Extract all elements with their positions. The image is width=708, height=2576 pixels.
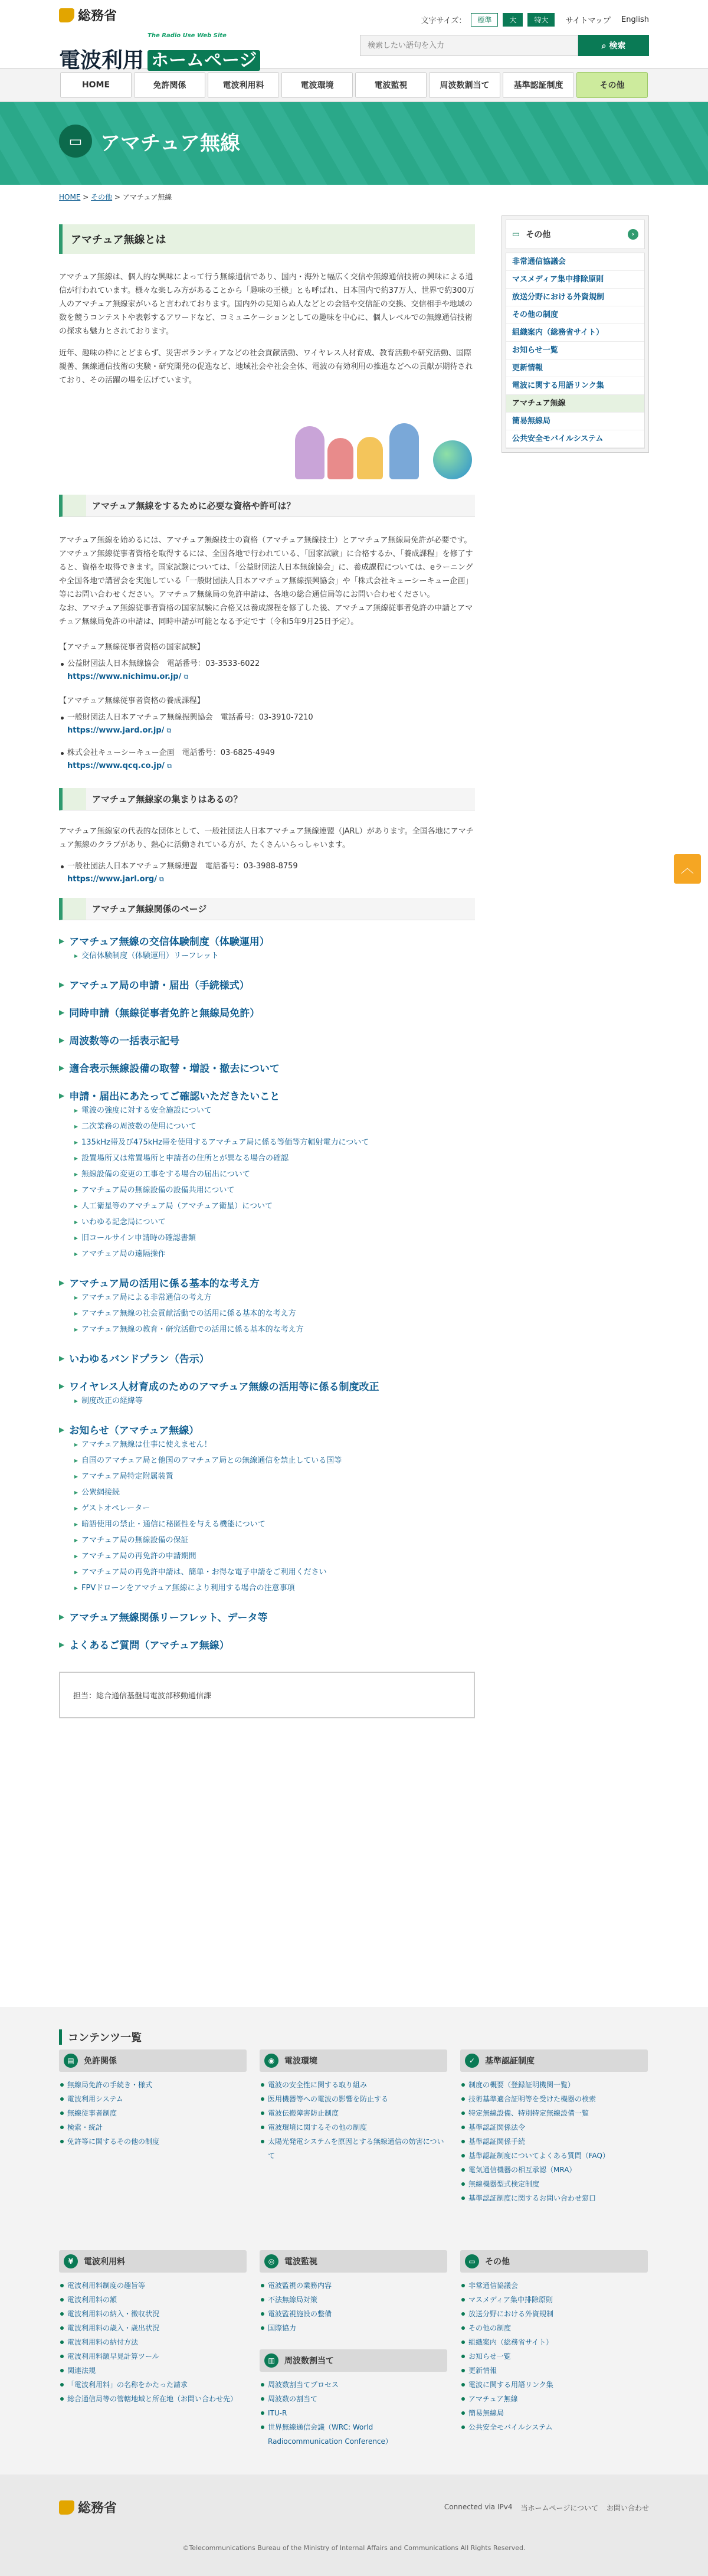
related-sub-link[interactable] xyxy=(74,948,475,964)
contents-group xyxy=(59,2049,247,2149)
contents-link[interactable]: 制度の概要（登録証明機関一覧） xyxy=(460,2078,648,2092)
arrow-right-icon: ▸ xyxy=(74,1472,78,1480)
contents-link[interactable]: 公共安全モバイルシステム xyxy=(460,2420,648,2434)
chevron-up-icon: ︿ xyxy=(680,861,694,876)
arrow-right-icon: ▸ xyxy=(74,1309,78,1318)
side-menu-list xyxy=(506,253,645,449)
search-input[interactable] xyxy=(360,35,578,56)
related-sub-link[interactable] xyxy=(74,1437,475,1453)
arrow-right-icon: ▶ xyxy=(59,1640,65,1649)
contents-group-header[interactable] xyxy=(260,2250,447,2273)
contents-link[interactable]: 不法無線局対策 xyxy=(260,2293,447,2307)
related-sub-link[interactable] xyxy=(74,1198,475,1214)
arrow-right-icon: ▸ xyxy=(74,1504,78,1512)
related-sub-label: 交信体験制度（体験運用）リーフレット xyxy=(81,952,219,960)
font-size-label: 文字サイズ： xyxy=(421,17,467,25)
contents-group-header[interactable] xyxy=(59,2049,247,2072)
training-url-link[interactable]: https://www.jard.or.jp/ xyxy=(67,726,165,735)
contents-link[interactable]: 電波監視の業務内容 xyxy=(260,2278,447,2293)
arrow-right-icon: ▶ xyxy=(59,1035,65,1044)
training-org: 株式会社キューシーキュー企画 電話番号：03-6825-4949 https://www.qcq.co.jp/ ⧉ xyxy=(59,747,475,773)
related-sub-label: アマチュア局特定附属装置 xyxy=(81,1472,173,1481)
contents-link[interactable]: 電波に関する用語リンク集 xyxy=(460,2378,648,2392)
category-icon: ◉ xyxy=(264,2054,278,2068)
contents-link[interactable]: 関連法規 xyxy=(59,2363,247,2378)
contents-group xyxy=(260,2349,447,2448)
contents-group-title: 基準認証制度 xyxy=(485,2057,535,2066)
contents-link[interactable]: 電波の安全性に関する取り組み xyxy=(260,2078,447,2092)
breadcrumb: HOME > その他 > アマチュア無線 xyxy=(59,193,172,201)
contents-link[interactable]: 医用機器等への電波の影響を防止する xyxy=(260,2092,447,2106)
nav-fee[interactable]: 電波利用料 xyxy=(208,72,279,98)
contents-group xyxy=(460,2250,648,2434)
site-name: 電波利用 xyxy=(59,48,145,73)
related-sub-label: 公衆網接続 xyxy=(81,1488,120,1497)
contents-group xyxy=(460,2049,648,2205)
related-group-link[interactable] xyxy=(59,1609,475,1624)
arrow-right-icon: ▶ xyxy=(59,1091,65,1100)
contact-link[interactable]: お問い合わせ xyxy=(606,2504,649,2512)
external-link-icon: ⧉ xyxy=(167,762,172,770)
category-icon: ▥ xyxy=(264,2353,278,2368)
arrow-right-icon: ▸ xyxy=(74,1170,78,1178)
arrow-right-icon: ▸ xyxy=(74,1440,78,1449)
related-sub-link[interactable] xyxy=(74,1290,475,1306)
contents-link[interactable]: 非常通信協議会 xyxy=(460,2278,648,2293)
contents-link[interactable]: 基準認証関係法令 xyxy=(460,2120,648,2134)
related-group-link[interactable] xyxy=(59,977,475,992)
ministry-name: 総務省 xyxy=(78,9,117,24)
contents-group-title: 電波監視 xyxy=(284,2257,317,2267)
related-sub-link[interactable] xyxy=(74,1135,475,1150)
category-icon: ¥ xyxy=(64,2254,78,2268)
contents-group xyxy=(260,2250,447,2335)
related-sub-link[interactable] xyxy=(74,1322,475,1338)
arrow-right-icon: ▸ xyxy=(74,1520,78,1528)
page-title: アマチュア無線 xyxy=(100,131,240,155)
related-sub-link[interactable] xyxy=(74,1485,475,1501)
related-group-link[interactable] xyxy=(59,1275,475,1290)
related-sub-label: 自国のアマチュア局と他国のアマチュア局との無線通信を禁止している国等 xyxy=(81,1456,342,1465)
external-link-icon: ⧉ xyxy=(166,727,172,734)
arrow-right-icon: ▶ xyxy=(59,1425,65,1434)
arrow-right-icon: ▶ xyxy=(59,1063,65,1072)
contents-link[interactable]: 世界無線通信会議（WRC: World Radiocommunication Conference） xyxy=(260,2420,447,2448)
contents-group-header[interactable] xyxy=(260,2349,447,2372)
contents-link[interactable]: 免許等に関するその他の制度 xyxy=(59,2134,247,2149)
related-group-link[interactable] xyxy=(59,1637,475,1652)
arrow-right-icon: ▸ xyxy=(74,1218,78,1226)
related-sub-link[interactable] xyxy=(74,1103,475,1119)
arrow-right-icon: ▸ xyxy=(74,1584,78,1592)
contents-group xyxy=(260,2049,447,2163)
related-sub-link[interactable] xyxy=(74,1453,475,1469)
contents-link[interactable]: 電波利用料の納入・徴収状況 xyxy=(59,2307,247,2321)
contents-link[interactable]: 検索・統計 xyxy=(59,2120,247,2134)
contents-link[interactable]: 周波数の割当て xyxy=(260,2392,447,2406)
related-group-label: 申請・届出にあたってご確認いただきたいこと xyxy=(69,1091,280,1103)
related-group-link[interactable] xyxy=(59,933,475,948)
related-group-label: お知らせ（アマチュア無線） xyxy=(69,1425,199,1437)
contents-link[interactable]: 「電波利用料」の名称をかたった請求 xyxy=(59,2378,247,2392)
related-group-link[interactable] xyxy=(59,1032,475,1047)
side-menu-item[interactable]: 更新情報 xyxy=(506,359,644,377)
arrow-right-icon: ▸ xyxy=(74,1536,78,1544)
font-size-xlarge-button[interactable]: 特大 xyxy=(527,13,555,27)
ipv4-status: Connected via IPv4 xyxy=(444,2503,513,2511)
contents-group-header[interactable] xyxy=(460,2049,648,2072)
contents-group-header[interactable] xyxy=(460,2250,648,2273)
contact-box: 担当：総合通信基盤局電波部移動通信課 xyxy=(59,1672,475,1718)
globe-icon xyxy=(433,440,472,479)
related-sub-link[interactable] xyxy=(74,1393,475,1409)
site-header xyxy=(0,0,708,73)
contents-link[interactable]: 基準認証制度についてよくある質問（FAQ） xyxy=(460,2149,648,2163)
related-group-link[interactable] xyxy=(59,1060,475,1075)
related-sub-label: アマチュア無線の教育・研究活動での活用に係る基本的な考え方 xyxy=(81,1325,304,1334)
side-menu-item[interactable]: マスメディア集中排除原則 xyxy=(506,271,644,289)
arrow-right-icon: ▸ xyxy=(74,1154,78,1162)
related-sub-link[interactable] xyxy=(74,1150,475,1166)
folder-icon: ▭ xyxy=(512,230,520,239)
contents-link[interactable]: 無線機器型式検定制度 xyxy=(460,2177,648,2191)
arrow-right-icon: ▶ xyxy=(59,1278,65,1287)
related-sub-link[interactable] xyxy=(74,1230,475,1246)
side-menu-item[interactable]: 電波に関する用語リンク集 xyxy=(506,377,644,395)
ministry-logo-icon xyxy=(59,8,74,22)
arrow-right-icon: ▶ xyxy=(59,1612,65,1621)
related-sub-link[interactable] xyxy=(74,1516,475,1532)
contents-link[interactable]: ITU-R xyxy=(260,2406,447,2420)
amateur-radio-illustration xyxy=(59,397,475,485)
contents-link[interactable]: アマチュア無線 xyxy=(460,2392,648,2406)
related-sub-label: アマチュア局の再免許申請は、簡単・お得な電子申請をご利用ください xyxy=(81,1568,327,1577)
related-sub-label: 設置場所又は常置場所と申請者の住所とが異なる場合の確認 xyxy=(81,1154,289,1163)
exam-url-link[interactable]: https://www.nichimu.or.jp/ xyxy=(67,672,182,681)
contents-link[interactable]: その他の制度 xyxy=(460,2321,648,2335)
contents-link[interactable]: 無線従事者制度 xyxy=(59,2106,247,2120)
related-group-label: アマチュア局の申請・届出（手続様式） xyxy=(69,980,250,992)
search-icon: ⌕ xyxy=(601,41,609,51)
related-sub-label: 二次業務の周波数の使用について xyxy=(81,1122,196,1131)
contents-link[interactable]: 周波数割当てプロセス xyxy=(260,2378,447,2392)
qual-paragraph-3: なお、アマチュア無線従事者資格の国家試験に合格又は養成課程を修了した後、アマチュア無線従事者免許の申請とアマチュア無線局免許の申請は、同時申請が可能となる予定です（令和5年9月25日予定）。 xyxy=(59,604,473,626)
arrow-right-icon: ▸ xyxy=(74,1202,78,1210)
meeting-paragraph: アマチュア無線家の代表的な団体として、一般社団法人日本アマチュア無線連盟（JARL）があります。全国各地にアマチュア無線のクラブがあり、熱心に活動されている方が、たくさんいらっしゃいます。 xyxy=(59,827,474,849)
nav-environment[interactable]: 電波環境 xyxy=(281,72,353,98)
related-sub-label: 無線設備の変更の工事をする場合の届出について xyxy=(81,1170,250,1179)
category-icon: ▤ xyxy=(64,2054,78,2068)
side-menu-title: その他 xyxy=(526,230,551,240)
nav-monitoring[interactable]: 電波監視 xyxy=(355,72,427,98)
related-group-label: アマチュア無線関係リーフレット、データ等 xyxy=(69,1612,268,1624)
arrow-right-icon: ▸ xyxy=(74,1488,78,1496)
section-heading-related-pages: アマチュア無線関係のページ xyxy=(59,898,475,920)
contents-group xyxy=(59,2250,247,2406)
related-sub-link[interactable] xyxy=(74,1182,475,1198)
related-sub-label: ゲストオペレーター xyxy=(81,1504,150,1513)
related-group-link[interactable] xyxy=(59,1378,475,1393)
contents-link[interactable]: 技術基準適合証明等を受けた機器の検索 xyxy=(460,2092,648,2106)
contents-link[interactable]: 電波利用料の額 xyxy=(59,2293,247,2307)
training-org: 一般財団法人日本アマチュア無線振興協会 電話番号：03-3910-7210 https://www.jard.or.jp/ ⧉ xyxy=(59,711,475,737)
arrow-right-icon: ▸ xyxy=(74,1397,78,1405)
contents-group-header[interactable] xyxy=(59,2250,247,2273)
jarl-org: 一般社団法人日本アマチュア無線連盟 電話番号：03-3988-8759 https://www.jarl.org/ ⧉ xyxy=(59,860,475,886)
about-site-link[interactable]: 当ホームページについて xyxy=(520,2504,598,2512)
related-page-links xyxy=(59,933,475,1652)
related-sub-label: 制度改正の経緯等 xyxy=(81,1397,143,1405)
arrow-right-icon: ▶ xyxy=(59,1008,65,1016)
arrow-right-icon: ▸ xyxy=(74,1568,78,1576)
related-sub-label: アマチュア局による非常通信の考え方 xyxy=(81,1293,212,1302)
contents-group-title: 周波数割当て xyxy=(284,2356,334,2366)
site-footer xyxy=(0,2474,708,2576)
contents-link[interactable]: マスメディア集中排除原則 xyxy=(460,2293,648,2307)
contents-link[interactable]: 簡易無線局 xyxy=(460,2406,648,2420)
related-sub-link[interactable] xyxy=(74,1469,475,1485)
related-sub-label: 135kHz帯及び475kHz帯を使用するアマチュア局に係る等価等方輻射電力について xyxy=(81,1138,369,1147)
related-group-label: 適合表示無線設備の取替・増設・撤去について xyxy=(69,1063,280,1075)
contents-link[interactable]: 基準認証制度に関するお問い合わせ窓口 xyxy=(460,2191,648,2205)
contents-link[interactable]: 電波伝搬障害防止制度 xyxy=(260,2106,447,2120)
arrow-right-icon: ▸ xyxy=(74,1250,78,1258)
contents-group-title: 電波利用料 xyxy=(84,2257,125,2267)
external-link-icon: ⧉ xyxy=(159,875,164,883)
category-icon: ◎ xyxy=(264,2254,278,2268)
back-to-top-button[interactable] xyxy=(674,854,701,884)
arrow-right-icon: ▸ xyxy=(74,1138,78,1146)
related-sub-label: アマチュア局の無線設備の設備共用について xyxy=(81,1186,235,1195)
contents-link[interactable]: 更新情報 xyxy=(460,2363,648,2378)
side-menu xyxy=(502,215,649,453)
contents-link[interactable]: 無線局免許の手続き・様式 xyxy=(59,2078,247,2092)
arrow-right-icon: ▸ xyxy=(74,1456,78,1464)
category-icon: ✓ xyxy=(465,2054,479,2068)
related-sub-label: アマチュア無線は仕事に使えません！ xyxy=(81,1440,212,1449)
section-heading-about: アマチュア無線とは xyxy=(59,224,475,254)
related-sub-label: 電波の強度に対する安全施設について xyxy=(81,1106,212,1115)
contents-link[interactable]: 太陽光発電システムを原因とする無線通信の妨害について xyxy=(260,2134,447,2163)
related-sub-link[interactable] xyxy=(74,1580,475,1596)
person-figure xyxy=(295,426,324,479)
sitemap-link[interactable]: サイトマップ xyxy=(565,17,611,25)
related-sub-link[interactable] xyxy=(74,1214,475,1230)
arrow-right-icon: ▶ xyxy=(59,936,65,945)
side-menu-item[interactable]: お知らせ一覧 xyxy=(506,342,644,359)
person-figure xyxy=(357,437,383,479)
exam-heading: 【アマチュア無線従事者資格の国家試験】 xyxy=(59,643,205,652)
arrow-right-icon: ▸ xyxy=(74,1234,78,1242)
related-sub-label: アマチュア局の再免許の申請期間 xyxy=(81,1552,196,1561)
contents-link[interactable]: 電波利用システム xyxy=(59,2092,247,2106)
nav-license[interactable]: 免許関係 xyxy=(134,72,205,98)
arrow-right-icon: ▸ xyxy=(74,1186,78,1194)
site-name-hp: ホームページ xyxy=(148,50,260,71)
related-group-label: アマチュア局の活用に係る基本的な考え方 xyxy=(69,1278,260,1290)
related-sub-label: アマチュア無線の社会貢献活動での活用に係る基本的な考え方 xyxy=(81,1309,296,1318)
related-group-link[interactable] xyxy=(59,1005,475,1019)
arrow-right-icon: ▶ xyxy=(59,980,65,989)
related-sub-label: アマチュア局の遠隔操作 xyxy=(81,1250,166,1258)
related-group-link[interactable] xyxy=(59,1351,475,1365)
breadcrumb-other[interactable]: その他 xyxy=(91,193,113,201)
exam-org: 公益財団法人日本無線協会 電話番号：03-3533-6022 https://www.nichimu.or.jp/ ⧉ xyxy=(59,658,475,684)
external-link-icon: ⧉ xyxy=(183,673,189,681)
arrow-right-icon: ▸ xyxy=(74,1106,78,1114)
side-menu-item[interactable]: その他の制度 xyxy=(506,306,644,324)
arrow-right-icon: ▸ xyxy=(74,1552,78,1560)
side-menu-item[interactable]: アマチュア無線 xyxy=(506,395,644,413)
contents-group-title: その他 xyxy=(485,2257,510,2267)
contents-link[interactable]: 電気通信機器の相互承認（MRA） xyxy=(460,2163,648,2177)
side-menu-item[interactable]: 公共安全モバイルシステム xyxy=(506,430,644,448)
related-sub-label: 旧コールサイン申請時の確認書類 xyxy=(81,1234,196,1243)
related-group-label: ワイヤレス人材育成のためのアマチュア無線の活用等に係る制度改正 xyxy=(69,1381,379,1393)
about-paragraph-1: アマチュア無線は、個人的な興味によって行う無線通信であり、国内・海外と幅広く交信や無線通信技術の興味による通信が行われています。様々な楽しみ方があることから「趣味の王様」とも呼ばれ、日本国内で約37万人、世界で約300万人のアマチュア無線家がいると言われております。国内外の見知らぬ人などとの会話や交信証の交換、交信相手や地域の数を競うコンテストや表彰するアワードなど、コミュニケーションとしての趣味を中心に、個人レベルでの無線通信技術の探求も魅力とされております。 xyxy=(59,273,475,336)
arrow-right-icon: ▸ xyxy=(74,1122,78,1130)
related-group-label: 周波数等の一括表示記号 xyxy=(69,1035,180,1047)
contents-link[interactable]: 電波監視施設の整備 xyxy=(260,2307,447,2321)
arrow-right-icon: ▸ xyxy=(74,1293,78,1302)
related-sub-link[interactable] xyxy=(74,1548,475,1564)
qual-paragraph-2: アマチュア無線従事者資格を取得するには、全国各地で行われている、「国家試験」に合格するか、「養成課程」を修了すると、資格を取得できます。国家試験については、「公益財団法人日本無線協会」に、養成課程については、eラーニングや全国各地で講習会を実施している「一般財団法人日本アマチュア無線振興協会」や「株式会社キューシーキュー企画」等にお問い合わせください。アマチュア無線局の免許申請は、各地の総合通信局等にお問い合わせください。 xyxy=(59,550,473,599)
contents-group-header[interactable] xyxy=(260,2049,447,2072)
contents-link[interactable]: 国際協力 xyxy=(260,2321,447,2335)
side-menu-item[interactable]: 非常通信協議会 xyxy=(506,253,644,271)
contents-list xyxy=(0,2007,708,2474)
related-group-link[interactable] xyxy=(59,1422,475,1437)
section-heading-meeting: アマチュア無線家の集まりはあるの？ xyxy=(59,788,475,810)
main-content xyxy=(59,224,475,1718)
related-sub-link[interactable] xyxy=(74,1119,475,1135)
breadcrumb-current: アマチュア無線 xyxy=(122,193,172,201)
footer-logo[interactable] xyxy=(59,2498,117,2516)
site-name-en: The Radio Use Web Site xyxy=(148,32,227,39)
copyright: ©Telecommunications Bureau of the Ministry of Internal Affairs and Communications All Rights Reserved. xyxy=(182,2544,526,2552)
related-sub-label: アマチュア局の無線設備の保証 xyxy=(81,1536,189,1545)
related-group-label: よくあるご質問（アマチュア無線） xyxy=(69,1640,230,1652)
contents-link[interactable]: 放送分野における外資規制 xyxy=(460,2307,648,2321)
contents-list-title: コンテンツ一覧 xyxy=(59,2029,142,2045)
chevron-right-icon: › xyxy=(628,229,638,240)
category-icon: ▭ xyxy=(465,2254,479,2268)
arrow-right-icon: ▸ xyxy=(74,952,78,960)
contents-link[interactable]: 電波利用料の納付方法 xyxy=(59,2335,247,2349)
side-menu-item[interactable]: 放送分野における外資規制 xyxy=(506,289,644,306)
contents-group-title: 電波環境 xyxy=(284,2057,317,2066)
contents-group-title: 免許関係 xyxy=(84,2057,117,2066)
related-sub-label: いわゆる記念局について xyxy=(81,1218,166,1227)
arrow-right-icon: ▸ xyxy=(74,1325,78,1333)
related-group-label: いわゆるバンドプラン（告示） xyxy=(69,1354,209,1365)
about-paragraph-2: 近年、趣味の枠にとどまらず、災害ボランティアなどの社会貢献活動、ワイヤレス人材育成、教育活動や研究活動、国際親善、無線通信技術の実験・研究開発の促進など、地域社会や社会全体、電波の有効利用の推進などへの貢献が期待されており、その活躍の場を広げています。 xyxy=(59,349,473,385)
footer-ministry-name: 総務省 xyxy=(78,2501,117,2516)
page-hero xyxy=(0,102,708,185)
search-button-label: 検索 xyxy=(609,41,626,51)
related-sub-link[interactable] xyxy=(74,1501,475,1516)
related-sub-link[interactable] xyxy=(74,1306,475,1322)
contents-link[interactable]: お知らせ一覧 xyxy=(460,2349,648,2363)
nav-certification[interactable]: 基準認証制度 xyxy=(503,72,574,98)
nav-other[interactable]: その他 xyxy=(576,72,648,98)
related-group-link[interactable] xyxy=(59,1088,475,1103)
training-url-link[interactable]: https://www.qcq.co.jp/ xyxy=(67,761,165,770)
font-size-large-button[interactable]: 大 xyxy=(503,13,523,27)
folder-icon: ▭ xyxy=(59,125,92,158)
related-sub-link[interactable] xyxy=(74,1532,475,1548)
site-logo[interactable] xyxy=(59,6,260,73)
contents-link[interactable]: 電波環境に関するその他の制度 xyxy=(260,2120,447,2134)
related-sub-label: 暗語使用の禁止・通信に秘匿性を与える機能について xyxy=(81,1520,266,1529)
related-group-label: アマチュア無線の交信体験制度（体験運用） xyxy=(69,936,270,948)
related-group-label: 同時申請（無線従事者免許と無線局免許） xyxy=(69,1008,260,1019)
contents-link[interactable]: 基準認証関係手続 xyxy=(460,2134,648,2149)
side-menu-item[interactable]: 組織案内（総務省サイト） xyxy=(506,324,644,342)
side-menu-item[interactable]: 簡易無線局 xyxy=(506,413,644,430)
contents-link[interactable]: 電波利用料制度の趣旨等 xyxy=(59,2278,247,2293)
nav-home[interactable]: HOME xyxy=(60,72,132,98)
font-size-standard-button[interactable]: 標準 xyxy=(471,13,498,27)
contents-link[interactable]: 組織案内（総務省サイト） xyxy=(460,2335,648,2349)
jarl-url-link[interactable]: https://www.jarl.org/ xyxy=(67,875,157,884)
global-nav xyxy=(0,68,708,102)
breadcrumb-home[interactable]: HOME xyxy=(59,193,81,201)
arrow-right-icon: ▶ xyxy=(59,1354,65,1362)
contents-link[interactable]: 総合通信局等の管轄地域と所在地（お問い合わせ先） xyxy=(59,2392,247,2406)
related-sub-label: FPVドローンをアマチュア無線により利用する場合の注意事項 xyxy=(81,1584,295,1593)
contents-link[interactable]: 電波利用料額早見計算ツール xyxy=(59,2349,247,2363)
contents-link[interactable]: 特定無線設備、特別特定無線設備一覧 xyxy=(460,2106,648,2120)
english-link[interactable]: English xyxy=(621,15,649,24)
search-button[interactable] xyxy=(578,35,649,56)
related-sub-label: 人工衛星等のアマチュア局（アマチュア衛星）について xyxy=(81,1202,273,1211)
person-figure xyxy=(327,438,353,479)
qual-paragraph-1: アマチュア無線を始めるには、アマチュア無線技士の資格（アマチュア無線技士）とアマチュア無線局免許が必要です。 xyxy=(59,536,472,545)
contents-link[interactable]: 電波利用料の歳入・歳出状況 xyxy=(59,2321,247,2335)
nav-frequency[interactable]: 周波数割当て xyxy=(429,72,500,98)
arrow-right-icon: ▶ xyxy=(59,1381,65,1390)
related-sub-link[interactable] xyxy=(74,1564,475,1580)
section-heading-qualification: アマチュア無線をするために必要な資格や許可は？ xyxy=(59,495,475,517)
side-menu-header[interactable] xyxy=(506,220,645,249)
training-heading: 【アマチュア無線従事者資格の養成課程】 xyxy=(59,697,205,705)
related-sub-link[interactable] xyxy=(74,1166,475,1182)
ministry-logo-icon xyxy=(59,2500,74,2515)
related-sub-link[interactable] xyxy=(74,1246,475,1262)
person-figure xyxy=(389,423,419,479)
